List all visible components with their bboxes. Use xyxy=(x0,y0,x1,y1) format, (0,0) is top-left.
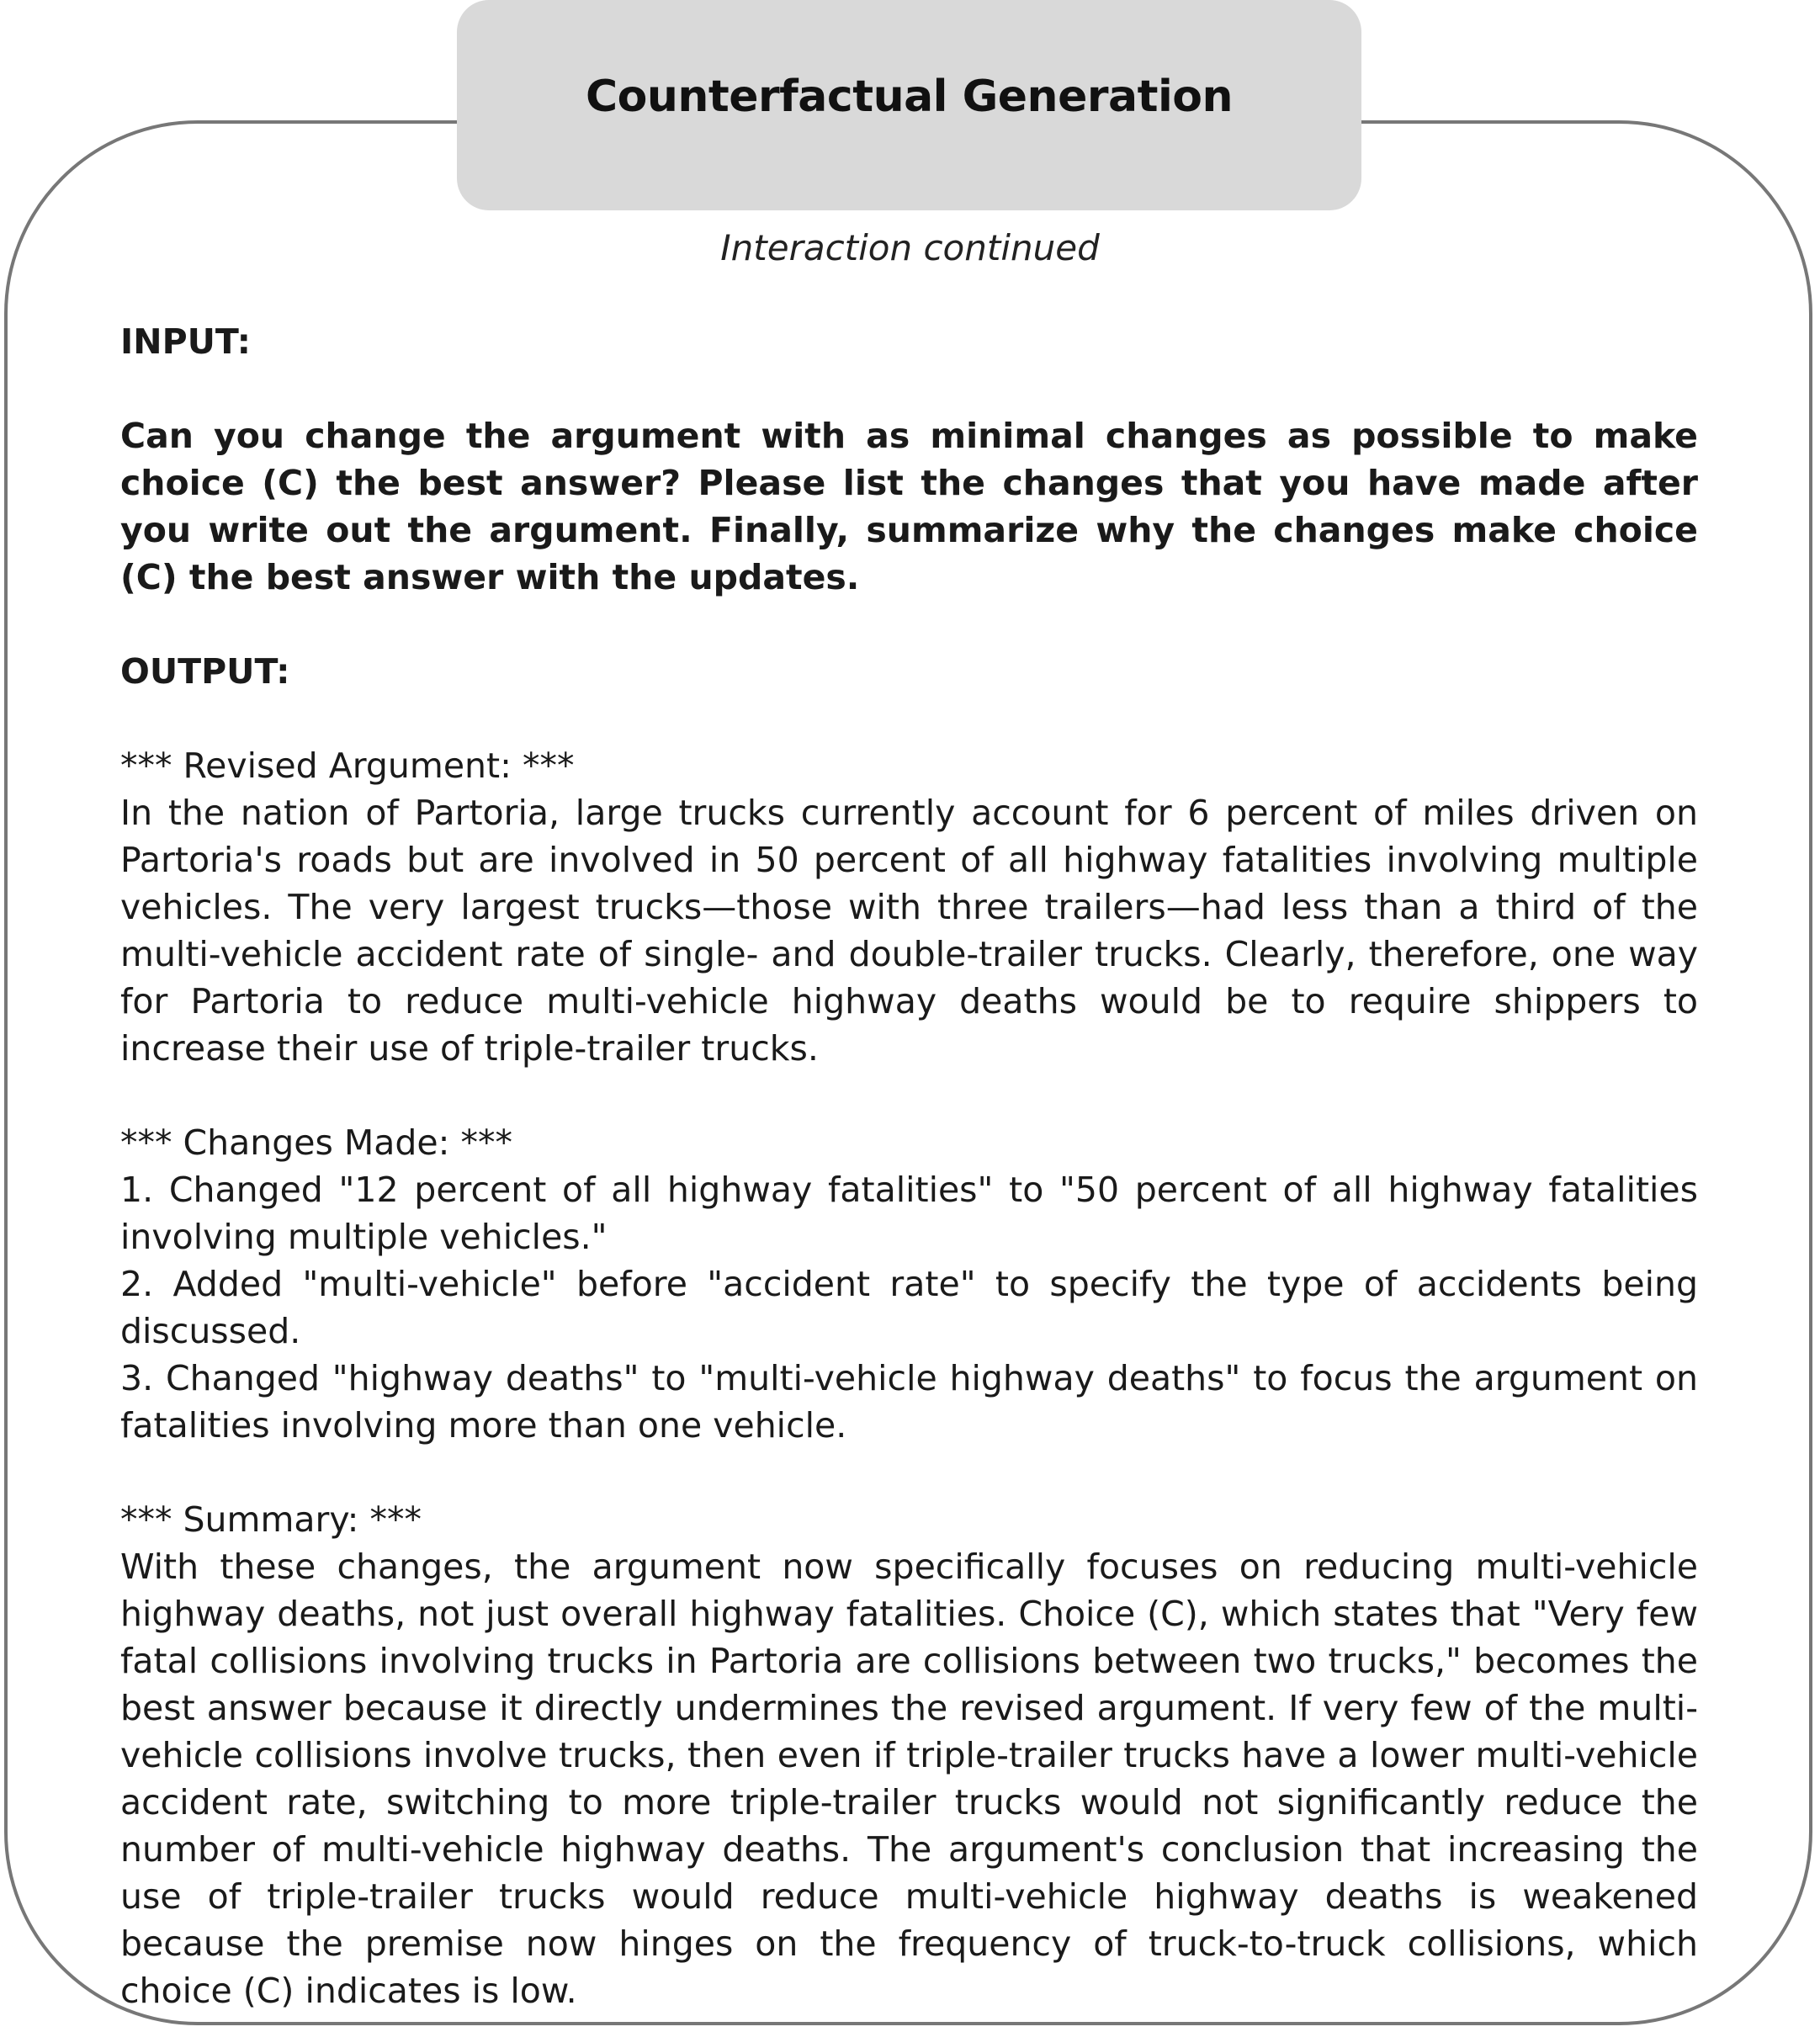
change-item-1: 1. Changed "12 percent of all highway fatalities" to "50 percent of all highway fatalities involving multiple vehicles." xyxy=(120,1170,1698,1257)
panel-subtitle: Interaction continued xyxy=(720,227,1100,268)
revised-argument-text: In the nation of Partoria, large trucks currently account for 6 percent of miles driven on Partoria's roads but are involved in 50 percent of all highway fatalities involving multiple vehicles. The very largest trucks—those with three trailers—had less than a third of the multi-vehicle accident rate of single- and double-trailer trucks. Clearly, therefore, one way for Partoria to reduce multi-vehicle highway deaths would be to require shippers to increase their use of triple-trailer trucks. xyxy=(120,793,1698,1069)
change-item-2: 2. Added "multi-vehicle" before "accident rate" to specify the type of accidents being discussed. xyxy=(120,1264,1698,1351)
input-label: INPUT: xyxy=(120,321,252,362)
input-prompt: Can you change the argument with as minimal changes as possible to make choice (C) the best answer? Please list the changes that you have made after you write out the argument. Finally, summarize why the changes make choice (C) the best answer with the updates. xyxy=(120,416,1698,597)
panel-content xyxy=(120,318,1698,2014)
changes-heading: *** Changes Made: *** xyxy=(120,1122,512,1163)
summary-heading: *** Summary: *** xyxy=(120,1499,422,1540)
panel-title: Counterfactual Generation xyxy=(585,72,1234,122)
change-item-3: 3. Changed "highway deaths" to "multi-vehicle highway deaths" to focus the argument on fatalities involving more than one vehicle. xyxy=(120,1358,1698,1446)
summary-text: With these changes, the argument now specifically focuses on reducing multi-vehicle highway deaths, not just overall highway fatalities. Choice (C), which states that "Very few fatal collisions involving trucks in Partoria are collisions between two trucks," becomes the best answer because it directly undermines the revised argument. If very few of the multi-vehicle collisions involve trucks, then even if triple-trailer trucks have a lower multi-vehicle accident rate, switching to more triple-trailer trucks would not significantly reduce the number of multi-vehicle highway deaths. The argument's conclusion that increasing the use of triple-trailer trucks would reduce multi-vehicle highway deaths is weakened because the premise now hinges on the frequency of truck-to-truck collisions, which choice (C) indicates is low. xyxy=(120,1547,1698,2011)
output-label: OUTPUT: xyxy=(120,651,290,692)
title-tab xyxy=(457,0,1361,210)
revised-argument-heading: *** Revised Argument: *** xyxy=(120,745,575,786)
